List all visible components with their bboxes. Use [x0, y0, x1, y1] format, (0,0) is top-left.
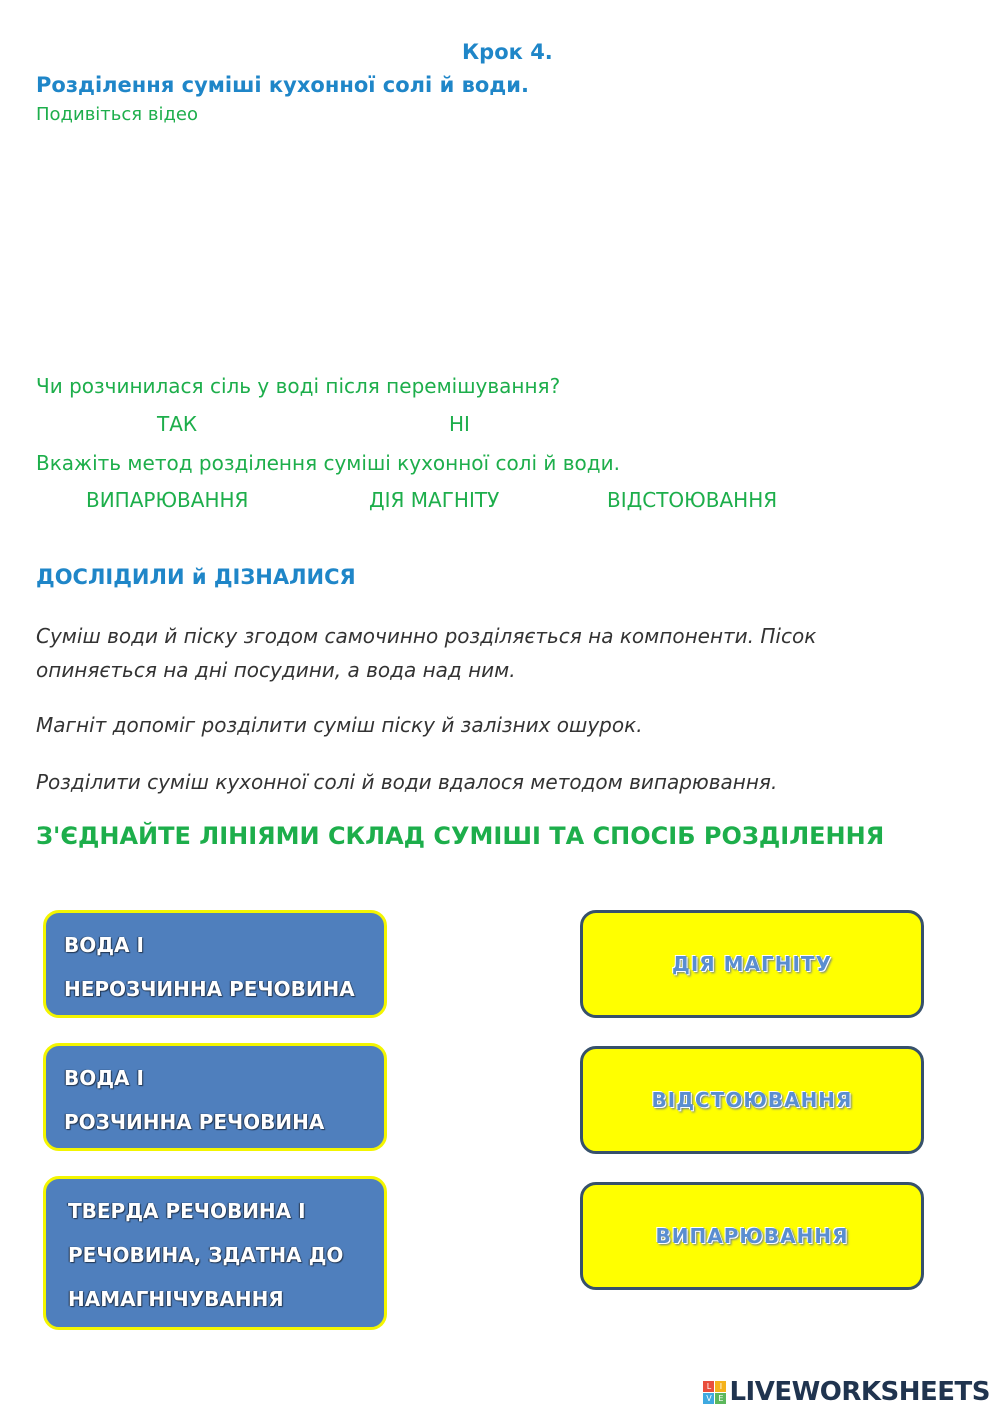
- video-placeholder[interactable]: [36, 140, 596, 360]
- mixture-card-line: ВОДА І: [64, 933, 144, 957]
- paragraph-evaporation: Розділити суміш кухонної солі й води вдалося методом випарювання.: [36, 770, 778, 794]
- paragraph-magnet: Магніт допоміг розділити суміш піску й залізних ошурок.: [36, 713, 643, 737]
- logo-letter: L: [703, 1381, 714, 1392]
- answer-option-evaporation[interactable]: ВИПАРЮВАННЯ: [86, 488, 249, 512]
- mixture-card-line: НАМАГНІЧУВАННЯ: [68, 1287, 284, 1311]
- paragraph-sand-water-2: опиняється на дні посудини, а вода над ним.: [36, 658, 516, 682]
- question-1: Чи розчинилася сіль у воді після перемішування?: [36, 374, 561, 398]
- method-card-evaporation[interactable]: ВИПАРЮВАННЯ: [580, 1182, 924, 1290]
- mixture-card-insoluble[interactable]: [43, 910, 387, 1018]
- section-title-learned: ДОСЛІДИЛИ й ДІЗНАЛИСЯ: [36, 565, 356, 589]
- video-hint: Подивіться відео: [36, 104, 198, 125]
- mixture-card-line: РОЗЧИННА РЕЧОВИНА: [64, 1110, 325, 1134]
- mixture-card-line: ВОДА І: [64, 1066, 144, 1090]
- page-title: Розділення суміші кухонної солі й води.: [36, 73, 529, 97]
- mixture-card-magnetic[interactable]: [43, 1176, 387, 1330]
- mixture-card-line: ТВЕРДА РЕЧОВИНА І: [68, 1199, 306, 1223]
- logo-letter: V: [703, 1393, 714, 1404]
- method-card-settling[interactable]: ВІДСТОЮВАННЯ: [580, 1046, 924, 1154]
- mixture-card-line: РЕЧОВИНА, ЗДАТНА ДО: [68, 1243, 344, 1267]
- matching-title: З'ЄДНАЙТЕ ЛІНІЯМИ СКЛАД СУМІШІ ТА СПОСІБ РОЗДІЛЕННЯ: [36, 822, 885, 850]
- answer-option-no[interactable]: НІ: [449, 412, 470, 436]
- liveworksheets-logo-icon: [703, 1381, 726, 1404]
- answer-option-magnet[interactable]: ДІЯ МАГНІТУ: [369, 488, 500, 512]
- answer-option-yes[interactable]: ТАК: [157, 412, 198, 436]
- mixture-card-soluble[interactable]: [43, 1043, 387, 1151]
- liveworksheets-brand[interactable]: [703, 1377, 990, 1407]
- logo-letter: I: [715, 1381, 726, 1392]
- paragraph-sand-water-1: Суміш води й піску згодом самочинно розділяється на компоненти. Пісок: [36, 624, 817, 648]
- liveworksheets-name: LIVEWORKSHEETS: [729, 1377, 990, 1407]
- logo-letter: E: [715, 1393, 726, 1404]
- question-2: Вкажіть метод розділення суміші кухонної солі й води.: [36, 451, 620, 475]
- mixture-card-line: НЕРОЗЧИННА РЕЧОВИНА: [64, 977, 355, 1001]
- method-card-magnet[interactable]: ДІЯ МАГНІТУ: [580, 910, 924, 1018]
- answer-option-settling[interactable]: ВІДСТОЮВАННЯ: [607, 488, 778, 512]
- step-label: Крок 4.: [462, 40, 553, 64]
